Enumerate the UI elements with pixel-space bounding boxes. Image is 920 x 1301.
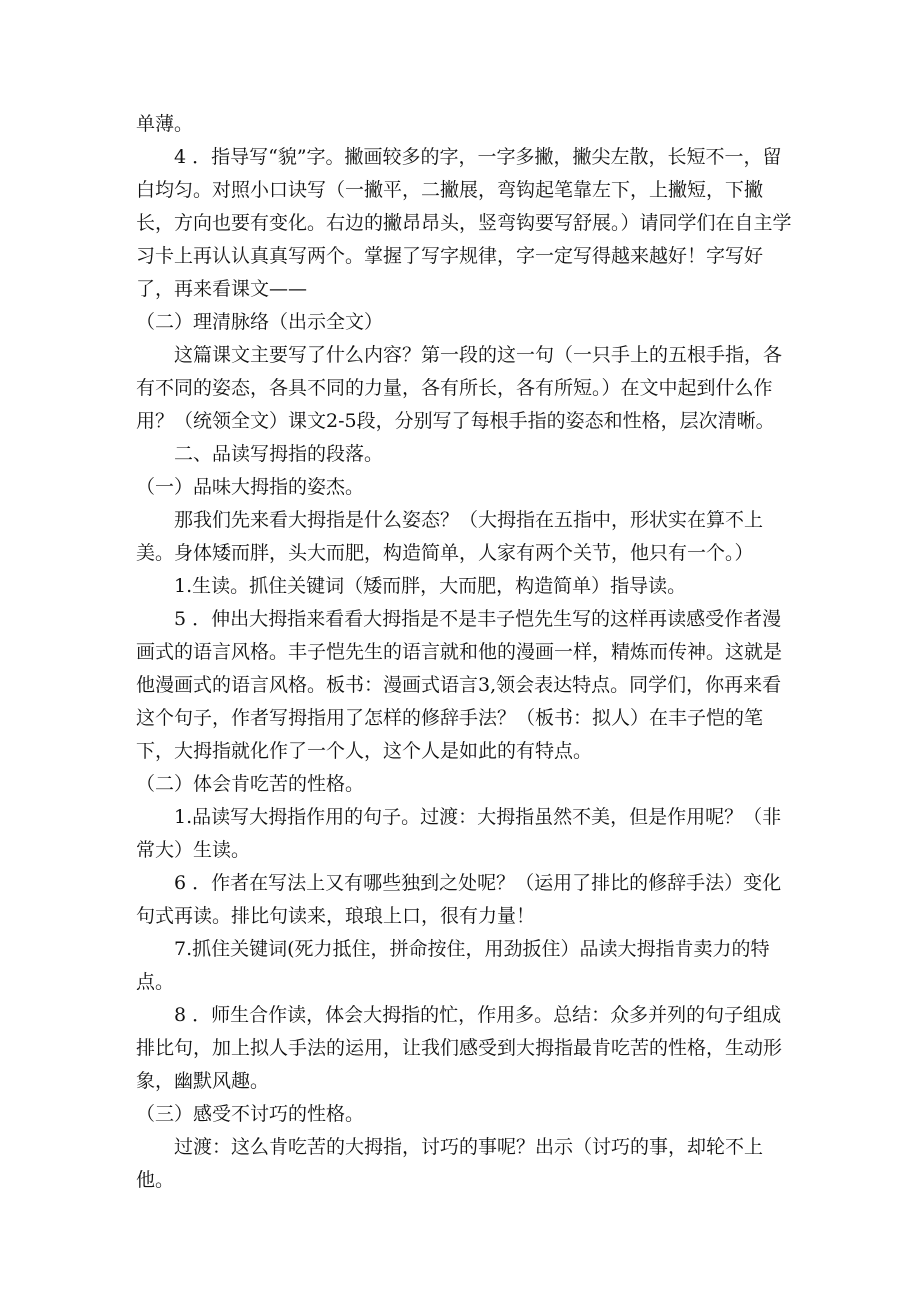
paragraph-transition: 过渡：这么肯吃苦的大拇指，讨巧的事呢？出示（讨巧的事，却轮不上他。 bbox=[136, 1136, 764, 1191]
paragraph-step-5: 5 ．伸出大拇指来看看大拇指是不是丰子恺先生写的这样再读感受作者漫画式的语言风格。丰子恺先生的语言就和他的漫画一样，精炼而传神。这就是他漫画式的语言风格。板书：漫画式语言3,领会表达特点。同学们，你再来看这个句子，作者写拇指用了怎样的修辞手法？（板书：拟人）在丰子恺的笔下，大拇指就化作了一个人，这个人是如此的有特点。 bbox=[136, 608, 783, 762]
paragraph-thumb-posture: 那我们先来看大拇指是什么姿态？（大拇指在五指中，形状实在算不上美。身体矮而胖，头大而肥，构造简单，人家有两个关节，他只有一个。） bbox=[136, 509, 764, 564]
paragraph-continuation: 单薄。 bbox=[136, 113, 194, 135]
paragraph-step-8: 8 ．师生合作读，体会大拇指的忙，作用多。总结：众多并列的句子组成排比句，加上拟人手法的运用，让我们感受到大拇指最肯吃苦的性格，生动形象，幽默风趣。 bbox=[136, 1004, 783, 1092]
paragraph-step-1-function: 1.品读写大拇指作用的句子。过渡：大拇指虽然不美，但是作用呢？（非常大）生读。 bbox=[136, 806, 782, 861]
paragraph-main-content: 这篇课文主要写了什么内容？第一段的这一句（一只手上的五根手指，各有不同的姿态，各具不同的力量，各有所长，各有所短。）在文中起到什么作用？（统领全文）课文2-5段，分别写了每根手指的姿态和性格，层次清晰。 bbox=[136, 344, 783, 432]
document-body bbox=[136, 108, 792, 1197]
subsection-heading-hardworking: （二）体会肯吃苦的性格。 bbox=[136, 773, 365, 795]
paragraph-step-6: 6 ．作者在写法上又有哪些独到之处呢？（运用了排比的修辞手法）变化句式再读。排比句读来，琅琅上口，很有力量！ bbox=[136, 872, 782, 927]
section-heading-thumb-paragraph: 二、品读写拇指的段落。 bbox=[174, 443, 384, 465]
paragraph-step-7: 7.抓住关键词(死力抵住，拼命按住，用劲扳住）品读大拇指肯卖力的特点。 bbox=[136, 938, 770, 993]
section-heading-clarify-structure: （二）理清脉络（出示全文） bbox=[136, 311, 384, 333]
paragraph-step-4: 4 ．指导写“貌”字。撇画较多的字，一字多撇，撇尖左散，长短不一，留白均匀。对照小口诀写（一撇平，二撇展，弯钩起笔靠左下，上撇短，下撇长，方向也要有变化。右边的撇昂昂头，竖弯钩要写舒展。）请同学们在自主学习卡上再认认真真写两个。掌握了写字规律，字一定写得越来越好！字写好了，再来看课文—— bbox=[136, 146, 792, 300]
paragraph-step-1-read: 1.生读。抓住关键词（矮而胖，大而肥，构造简单）指导读。 bbox=[174, 575, 687, 597]
subsection-heading-not-clever: （三）感受不讨巧的性格。 bbox=[136, 1103, 365, 1125]
subsection-heading-thumb-posture: （一）品味大拇指的姿杰。 bbox=[136, 476, 365, 498]
